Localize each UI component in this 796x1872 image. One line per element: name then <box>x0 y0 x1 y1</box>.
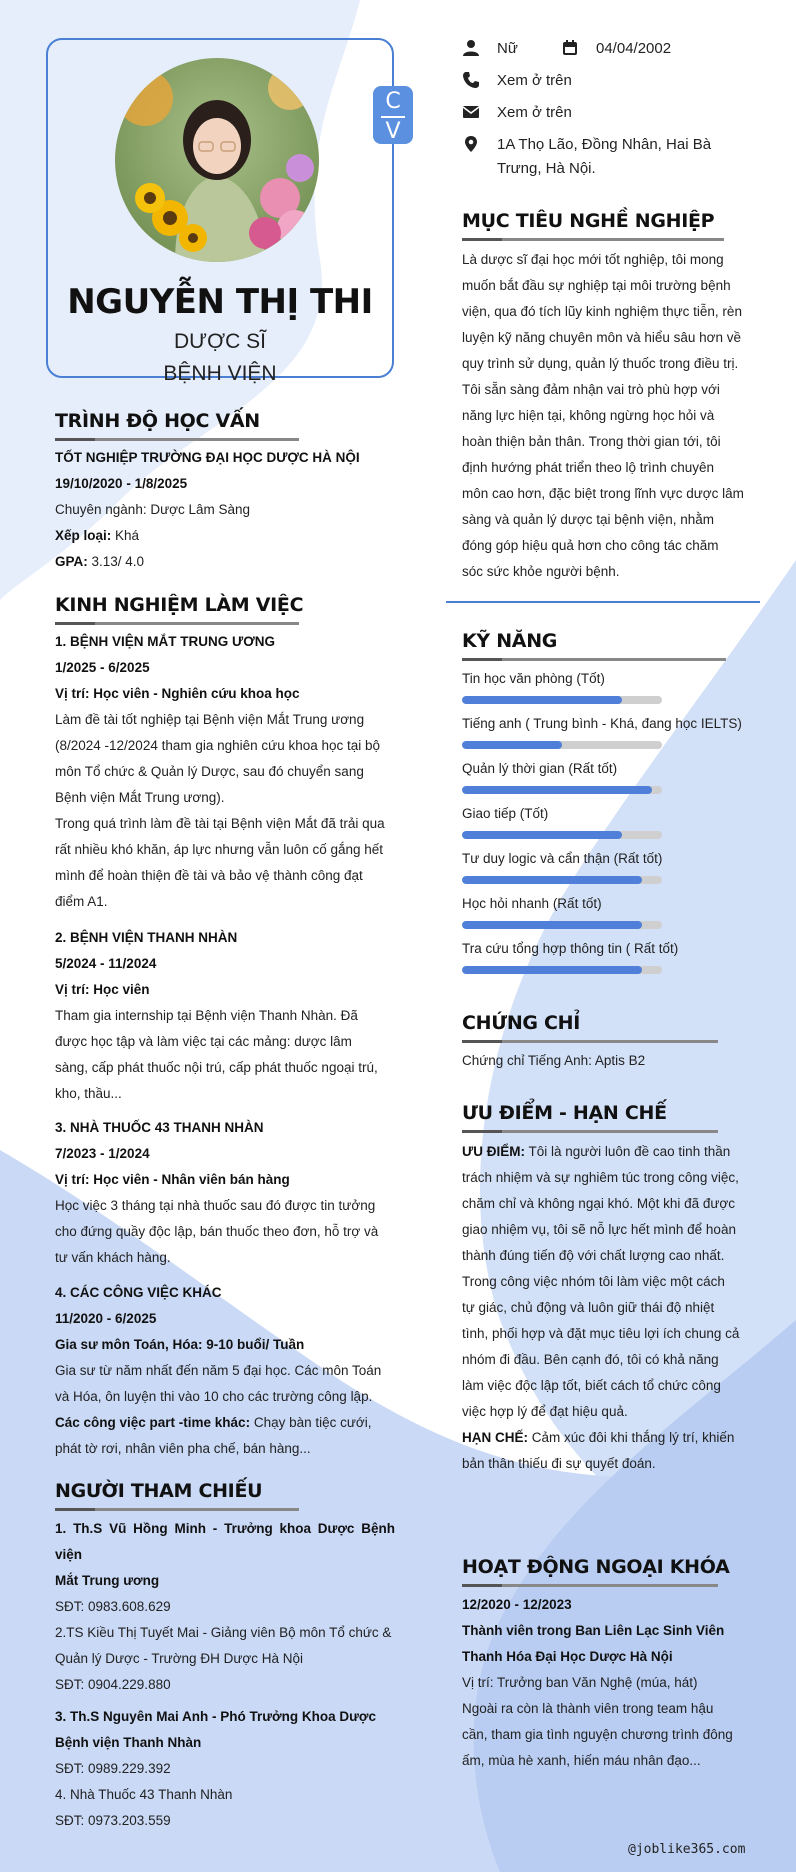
objective-line: luyện kỹ năng chuyên môn và hiểu sâu hơn về <box>462 330 742 345</box>
skill-level-fill <box>462 786 652 794</box>
contact-birthday: 04/04/2002 <box>561 38 721 60</box>
footer-watermark: @joblike365.com <box>628 1842 746 1857</box>
activities-heading-underline <box>462 1584 718 1587</box>
skill-level-bar <box>462 696 662 704</box>
objective-line: muốn bắt đầu sự nghiệp tại môi trường bệnh <box>462 278 731 293</box>
objective-line: hoàn thiện bản thân. Trong thời gian tới, tôi <box>462 434 721 449</box>
objective-line: đóng góp hiệu quả hơn cho công tác chăm <box>462 538 719 553</box>
activities-heading: HOẠT ĐỘNG NGOẠI KHÓA <box>462 1556 730 1578</box>
cv-badge <box>373 86 413 144</box>
objective-line: môn cao hơn, đặc biệt trong lĩnh vực dược lâm <box>462 486 744 501</box>
skill-level-bar <box>462 831 662 839</box>
job-description-line: kho, thầu... <box>55 1086 122 1101</box>
phone-icon <box>462 71 480 89</box>
strength-line: thành đúng tiến độ với chất lượng cao nhất. <box>462 1248 725 1263</box>
skill-level-fill <box>462 876 642 884</box>
activities-block: 12/2020 - 12/2023 Thành viên trong Ban Liên Lạc Sinh Viên Thanh Hóa Đại Học Dược Hà Nội Vị trí: Trưởng ban Văn Nghệ (múa, hát) Ngoài ra còn là thành viên trong team hậu cần, tham gia tình nguyện chương trình đông ấm, mùa hè xanh, hiến máu nhân đạo... <box>462 1592 752 1774</box>
job-description-line: Bệnh viện Mắt Trung ương). <box>55 790 225 805</box>
cv-letter-c: C <box>385 89 401 114</box>
education-school: TỐT NGHIỆP TRƯỜNG ĐẠI HỌC DƯỢC HÀ NỘI <box>55 450 360 465</box>
job-description-line: mình để hoàn thiện đề tài và bảo vệ thành công đạt <box>55 868 363 883</box>
objective-line: quy trình sử dụng, quản lý thuốc trong điều trị. <box>462 356 739 371</box>
full-name: NGUYỄN THỊ THI <box>67 282 373 322</box>
objective-text <box>462 247 750 585</box>
contact-gender: Nữ <box>462 38 552 60</box>
activity-line: ấm, mùa hè xanh, hiến máu nhân đạo... <box>462 1753 701 1768</box>
job-description-line: Làm đề tài tốt nghiệp tại Bệnh viện Mắt Trung ương <box>55 712 365 727</box>
strength-line: tình, phối hợp và đặt mục tiêu lợi ích chung cả <box>462 1326 740 1341</box>
strength-line: tự giác, chủ động và luôn giữ thái độ nhiệt <box>462 1300 715 1315</box>
experience-job1: 1. BỆNH VIỆN MẮT TRUNG ƯƠNG 1/2025 - 6/2025 Vị trí: Học viên - Nghiên cứu khoa học Làm đề tài tốt nghiệp tại Bệnh viện Mắt Trung ương (8/2024 -12/2024 tham gia nghiên cứu khoa học tại bộ môn Tổ chức & Quản lý Dược, sau đó chuyển sang Bệnh viện Mắt Trung ương). Trong quá trình làm đề tài tại Bệnh viện Mắt đã trải qua rất nhiều khó khăn, áp lực nhưng vẫn luôn cố gắng hết mình để hoàn thiện đề tài và bảo vệ thành công đạt điểm A1. <box>55 629 395 915</box>
strength-line: làm việc độc lập tốt, biết cách tổ chức công <box>462 1378 721 1393</box>
job-description-line: và Hóa, ôn luyện thi vào 10 cho các trường công lập. <box>55 1389 373 1404</box>
skill-level-fill <box>462 966 642 974</box>
job-description-line: cho đứng quầy độc lập, bán thuốc theo đơn, hỗ trợ và <box>55 1224 379 1239</box>
strength-line: chăm chỉ và không ngại khó. Một khi đã được <box>462 1196 736 1211</box>
job-description-line: tư vấn khách hàng. <box>55 1250 171 1265</box>
objective-line: định hướng phát triển theo lộ trình chuyên <box>462 460 715 475</box>
job-description-line: Học việc 3 tháng tại nhà thuốc sau đó được tin tưởng <box>55 1198 376 1213</box>
strength-line: Trong công việc nhóm tôi làm việc một cách <box>462 1274 725 1289</box>
strength-line: giao nhiệm vụ, tôi sẽ nỗ lực hết mình để hoàn <box>462 1222 736 1237</box>
objective-line: viện, qua đó tích lũy kinh nghiệm thực tiễn, rèn <box>462 304 742 319</box>
envelope-icon <box>462 103 480 121</box>
skill-level-bar <box>462 921 662 929</box>
contact-email[interactable]: Xem ở trên <box>462 102 662 124</box>
strength-line: việc hợp lý để đạt hiệu quả. <box>462 1404 628 1419</box>
experience-job3: 3. NHÀ THUỐC 43 THANH NHÀN 7/2023 - 1/2024 Vị trí: Học viên - Nhân viên bán hàng Học việc 3 tháng tại nhà thuốc sau đó được tin tưởng cho đứng quầy độc lập, bán thuốc theo đơn, hỗ trợ và tư vấn khách hàng. <box>55 1115 395 1271</box>
job-title-line1: DƯỢC SĨ <box>174 330 266 353</box>
skill-label: Học hỏi nhanh (Rất tốt) <box>462 896 602 911</box>
skill-label: Tin học văn phòng (Tốt) <box>462 671 605 686</box>
education-gpa: GPA: 3.13/ 4.0 <box>55 554 145 569</box>
education-heading-underline <box>55 438 299 441</box>
skill-label: Tiếng anh ( Trung bình - Khá, đang học IELTS) <box>462 716 742 731</box>
skill-level-fill <box>462 741 562 749</box>
job-description-line: (8/2024 -12/2024 tham gia nghiên cứu khoa học tại bộ <box>55 738 381 753</box>
certificates-heading-underline <box>462 1040 718 1043</box>
experience-heading-underline <box>55 622 299 625</box>
job-description-line: được học tập và làm việc tại các mảng: dược lâm <box>55 1034 352 1049</box>
certificates-heading: CHỨNG CHỈ <box>462 1012 581 1034</box>
education-period: 19/10/2020 - 1/8/2025 <box>55 476 188 491</box>
skill-level-bar <box>462 966 662 974</box>
skill-label: Tư duy logic và cẩn thận (Rất tốt) <box>462 851 663 866</box>
contact-phone[interactable]: Xem ở trên <box>462 70 662 92</box>
experience-heading: KINH NGHIỆM LÀM VIỆC <box>55 594 304 616</box>
experience-job4: 4. CÁC CÔNG VIỆC KHÁC 11/2020 - 6/2025 Gia sư môn Toán, Hóa: 9-10 buổi/ Tuần Gia sư từ năm nhất đến năm 5 đại học. Các môn Toán và Hóa, ôn luyện thi vào 10 cho các trường công lập. Các công việc part -time khác: Chạy bàn tiệc cưới, phát tờ rơi, nhân viên pha chế, bán hàng... <box>55 1280 395 1462</box>
profile-photo <box>115 58 319 262</box>
skill-label: Giao tiếp (Tốt) <box>462 806 549 821</box>
experience-job2: 2. BỆNH VIỆN THANH NHÀN 5/2024 - 11/2024 Vị trí: Học viên Tham gia internship tại Bệnh viện Thanh Nhàn. Đã được học tập và làm việc tại các mảng: dược lâm sàng, cấp phát thuốc nội trú, cấp phát thuốc ngoại trú, kho, thầu... <box>55 925 395 1107</box>
education-major: Chuyên ngành: Dược Lâm Sàng <box>55 502 251 517</box>
strengths-text: ƯU ĐIỂM: Tôi là người luôn đề cao tinh thần trách nhiệm và sự nghiêm túc trong công việc, chăm chỉ và không ngại khó. Một khi đã được giao nhiệm vụ, tôi sẽ nỗ lực hết mình để hoàn thành đúng tiến độ với chất lượng cao nhất. Trong công việc nhóm tôi làm việc một cách tự giác, chủ động và luôn giữ thái độ nhiệt tình, phối hợp và đặt mục tiêu lợi ích chung cả nhóm đi đầu. Bên cạnh đó, tôi có khả năng làm việc độc lập tốt, biết cách tổ chức công việc hợp lý để đạt hiệu quả. HẠN CHẾ: Cảm xúc đôi khi thắng lý trí, khiến bản thân thiếu đi sự quyết đoán. <box>462 1139 752 1477</box>
skill-level-bar <box>462 786 662 794</box>
skills-heading: KỸ NĂNG <box>462 630 558 652</box>
skill-level-fill <box>462 921 642 929</box>
contact-address: 1A Thọ Lão, Đồng Nhân, Hai Bà Trưng, Hà Nội. <box>462 134 762 180</box>
education-block <box>55 445 395 575</box>
strength-line: trách nhiệm và sự nghiêm túc trong công việc, <box>462 1170 739 1185</box>
job-description-line: sàng, cấp phát thuốc nội trú, cấp phát thuốc ngoại trú, <box>55 1060 378 1075</box>
job-description-line: rất nhiều khó khăn, áp lực nhưng vẫn luôn cố gắng hết <box>55 842 384 857</box>
references-list: 1. Th.S Vũ Hồng Minh - Trưởng khoa Dược Bệnh viện Mắt Trung ương SĐT: 0983.608.629 2.TS Kiều Thị Tuyết Mai - Giảng viên Bộ môn Tổ chức & Quản lý Dược - Trường ĐH Dược Hà Nội SĐT: 0904.229.880 3. Th.S Nguyên Mai Anh - Phó Trưởng Khoa Dược Bệnh viện Thanh Nhàn SĐT: 0989.229.392 4. Nhà Thuốc 43 Thanh Nhàn SĐT: 0973.203.559 <box>55 1521 395 1828</box>
skill-level-bar <box>462 876 662 884</box>
person-icon <box>462 39 480 57</box>
location-pin-icon <box>462 135 480 153</box>
objective-line: Tôi sẵn sàng đảm nhận vai trò phù hợp với <box>462 382 720 397</box>
activity-line: Ngoài ra còn là thành viên trong team hậu <box>462 1701 714 1716</box>
calendar-icon <box>561 39 579 57</box>
strengths-heading-underline <box>462 1130 718 1133</box>
skill-level-fill <box>462 696 622 704</box>
references-heading: NGƯỜI THAM CHIẾU <box>55 1480 263 1502</box>
cv-letter-v: V <box>385 119 401 144</box>
skill-level-bar <box>462 741 662 749</box>
job-description-line: điểm A1. <box>55 894 108 909</box>
objective-line: sóc sức khỏe người bệnh. <box>462 564 620 579</box>
references-heading-underline <box>55 1508 299 1511</box>
objective-line: năng lực hiện tại, không ngừng học hỏi và <box>462 408 715 423</box>
job-description-line: Gia sư từ năm nhất đến năm 5 đại học. Các môn Toán <box>55 1363 382 1378</box>
certificate-item: Chứng chỉ Tiếng Anh: Aptis B2 <box>462 1053 646 1068</box>
objective-heading: MỤC TIÊU NGHỀ NGHIỆP <box>462 210 715 232</box>
objective-heading-underline <box>462 238 724 241</box>
objective-line: Là dược sĩ đại học mới tốt nghiệp, tôi mong <box>462 252 724 267</box>
skill-level-fill <box>462 831 622 839</box>
skill-label: Quản lý thời gian (Rất tốt) <box>462 761 618 776</box>
objective-line: sàng và quản lý dược tại bệnh viện, nhằm <box>462 512 715 527</box>
strength-line: nhóm đi đầu. Bên cạnh đó, tôi có khả năng <box>462 1352 719 1367</box>
skills-heading-underline <box>462 658 726 661</box>
job-description-line: Trong quá trình làm đề tài tại Bệnh viện Mắt đã trải qua <box>55 816 385 831</box>
job-description-line: Tham gia internship tại Bệnh viện Thanh Nhàn. Đã <box>55 1008 358 1023</box>
strengths-heading: ƯU ĐIỂM - HẠN CHẾ <box>462 1102 667 1124</box>
job-description-line: môn Tổ chức & Quản lý Dược, sau đó chuyển sang <box>55 764 364 779</box>
skill-label: Tra cứu tổng hợp thông tin ( Rất tốt) <box>462 941 679 956</box>
education-rank: Xếp loại: Khá <box>55 528 140 543</box>
strength-line: ƯU ĐIỂM: Tôi là người luôn đề cao tinh thần <box>462 1144 731 1159</box>
education-heading: TRÌNH ĐỘ HỌC VẤN <box>55 410 260 432</box>
activity-line: cần, tham gia tình nguyện chương trình đông <box>462 1727 733 1742</box>
section-divider <box>446 601 760 603</box>
job-title-line2: BỆNH VIỆN <box>163 362 277 385</box>
